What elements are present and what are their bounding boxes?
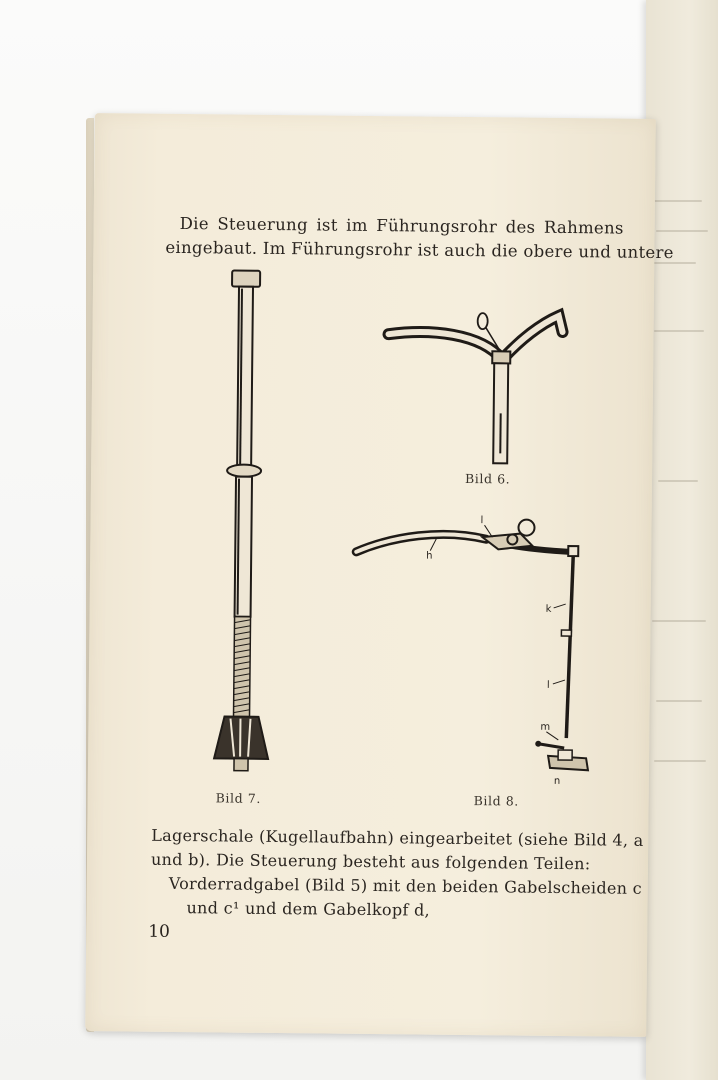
fig8-label-l: l [546,679,550,691]
fig8-label-k: k [545,603,552,615]
paragraph-2-line-4: und c¹ und dem Gabelkopf d, [186,898,431,920]
figure-6-caption: Bild 6. [464,470,511,487]
figure-7-caption: Bild 7. [215,790,262,806]
figure-8-caption: Bild 8. [473,793,520,809]
facing-page [646,0,718,1080]
paragraph-2-line-3: Vorderradgabel (Bild 5) mit den beiden Gabelscheiden c [168,873,643,898]
paragraph-2-line-1: Lagerschale (Kugellaufbahn) eingearbeitet (siehe Bild 4, a [151,825,644,850]
paragraph-1-line-1: Die Steuerung ist im Führungsrohr des Rahmens [179,213,624,238]
fig8-label-l-top: l [480,515,484,527]
figure-6-handlebar [379,292,571,474]
figure-7-steering-rod [204,270,279,781]
fig8-label-n: n [553,775,561,787]
figure-8-brake-linkage [350,516,603,789]
fig8-label-h: h [426,550,433,562]
paragraph-2-line-2: und b). Die Steuerung besteht aus folgenden Teilen: [150,849,591,874]
paragraph-1-line-2: eingebaut. Im Führungsrohr ist auch die obere und untere [165,237,674,263]
book-page [85,113,674,1037]
page-number: 10 [148,921,170,942]
fig8-label-m: m [540,721,551,733]
